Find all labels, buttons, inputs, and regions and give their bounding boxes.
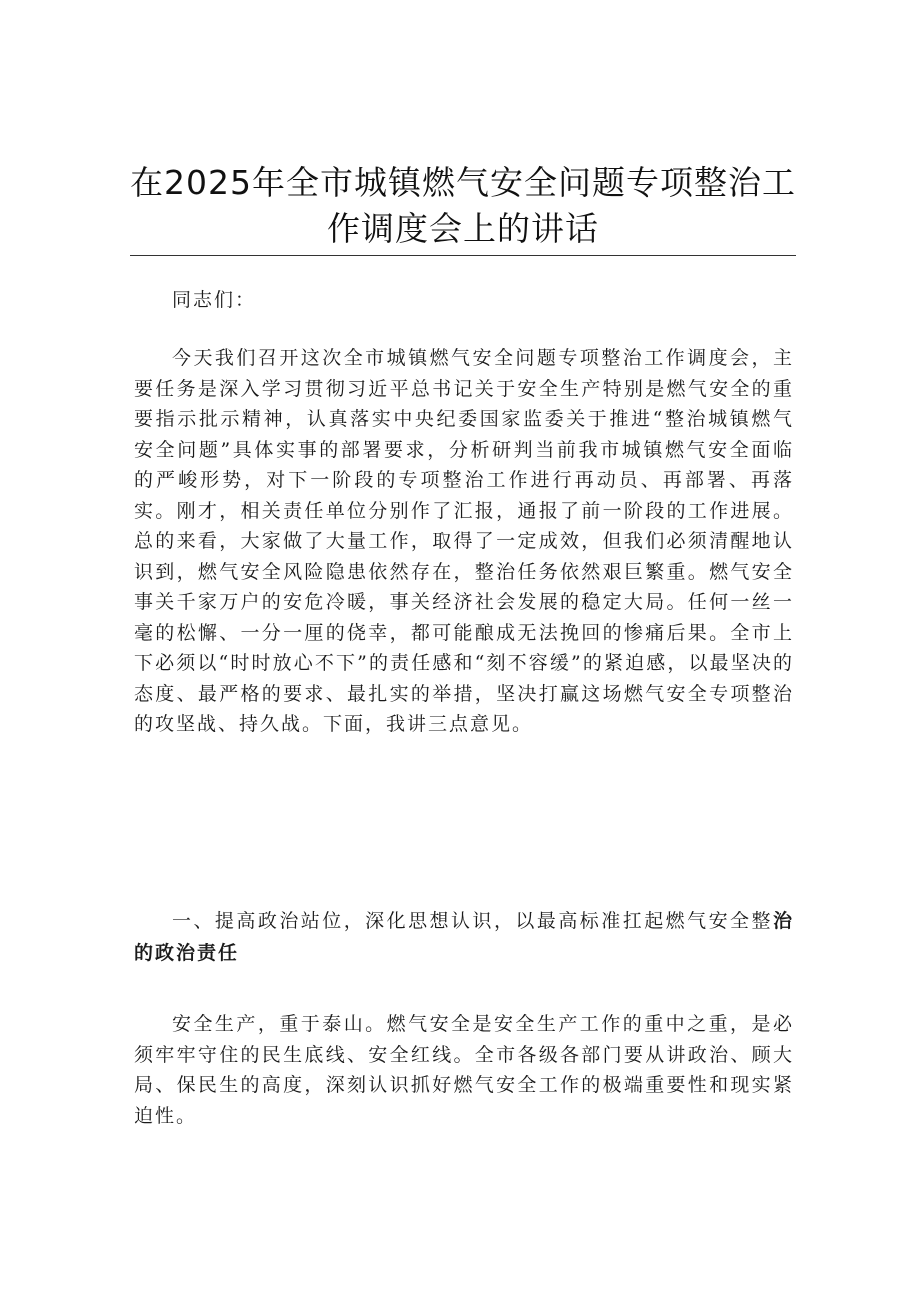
title-line-1: 在2025年全市城镇燃气安全问题专项整治工 bbox=[130, 163, 796, 202]
section-heading-1 bbox=[134, 905, 794, 969]
title-divider bbox=[130, 255, 796, 256]
greeting: 同志们： bbox=[172, 289, 257, 311]
paragraph-section-1: 安全生产，重于泰山。燃气安全是安全生产工作的重中之重，是必须牢牢守住的民生底线、安全红线。全市各级各部门要从讲政治、顾大局、保民生的高度，深刻认识抓好燃气安全工作的极端重要性和现实紧迫性。 bbox=[134, 1013, 794, 1127]
document-title bbox=[130, 160, 796, 252]
section-heading-1-bold-text: 治的政治责任 bbox=[134, 910, 794, 964]
paragraph-intro: 今天我们召开这次全市城镇燃气安全问题专项整治工作调度会，主要任务是深入学习贯彻习近平总书记关于安全生产特别是燃气安全的重要指示批示精神，认真落实中央纪委国家监委关于推进“整治城镇燃气安全问题”具体实事的部署要求，分析研判当前我市城镇燃气安全面临的严峻形势，对下一阶段的专项整治工作进行再动员、再部署、再落实。刚才，相关责任单位分别作了汇报，通报了前一阶段的工作进展。总的来看，大家做了大量工作，取得了一定成效，但我们必须清醒地认识到，燃气安全风险隐患依然存在，整治任务依然艰巨繁重。燃气安全事关千家万户的安危冷暖，事关经济社会发展的稳定大局。任何一丝一毫的松懈、一分一厘的侥幸，都可能酿成无法挽回的惨痛后果。全市上下必须以“时时放心不下”的责任感和“刻不容缓”的紧迫感，以最坚决的态度、最严格的要求、最扎实的举措，坚决打赢这场燃气安全专项整治的攻坚战、持久战。下面，我讲三点意见。 bbox=[134, 347, 794, 735]
title-line-2: 作调度会上的讲话 bbox=[327, 209, 599, 248]
section-heading-1-text: 一、提高政治站位，深化思想认识，以最高标准扛起燃气安全整 bbox=[172, 910, 773, 932]
